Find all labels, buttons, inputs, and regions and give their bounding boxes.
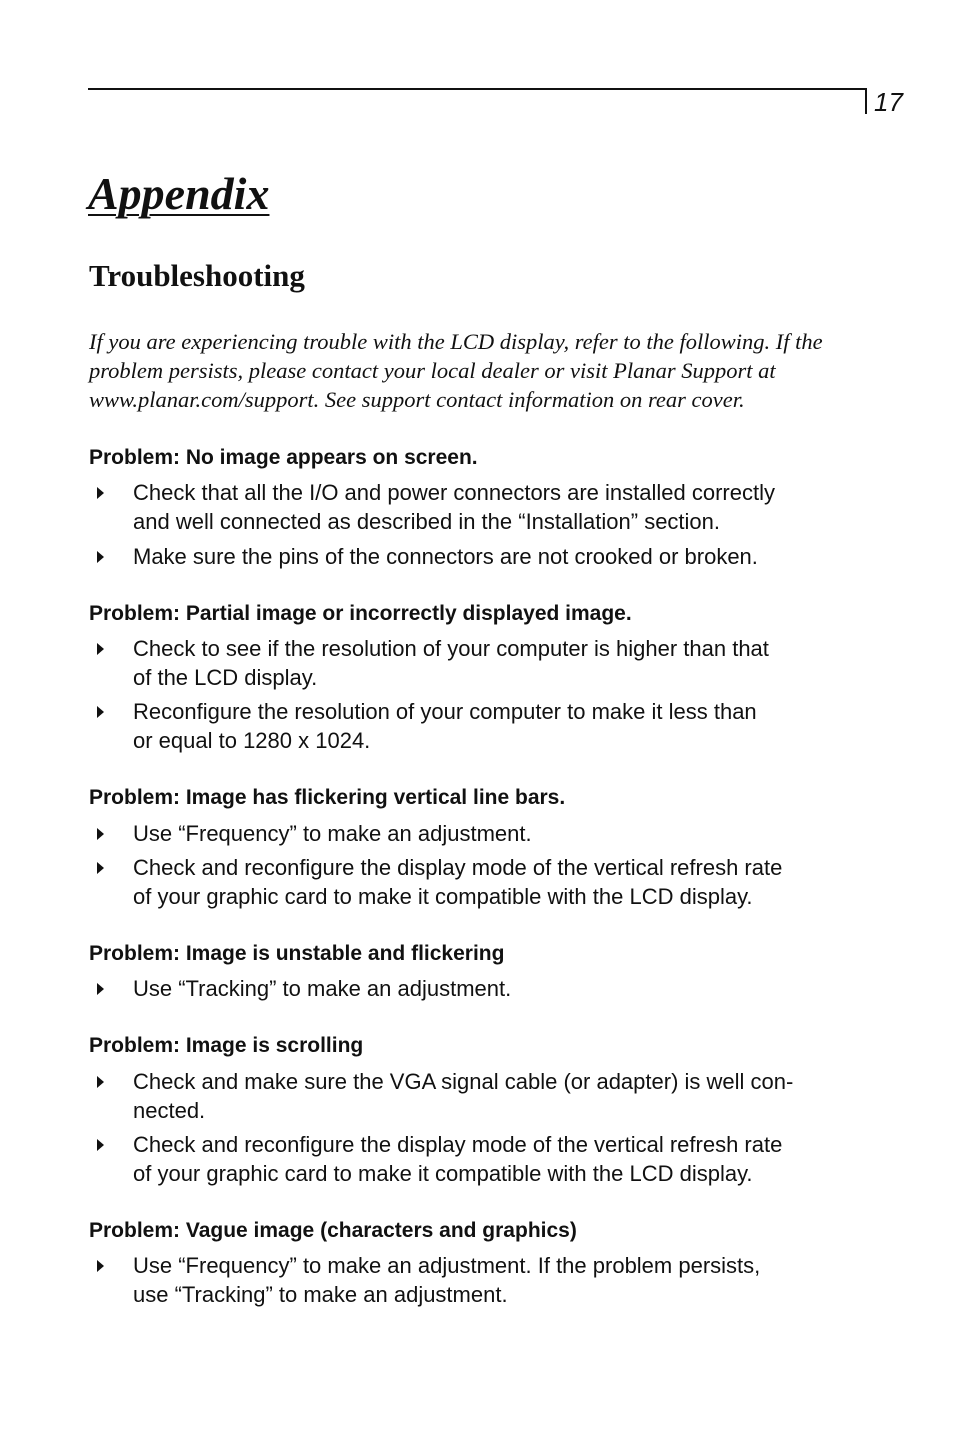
intro-paragraph: If you are experiencing trouble with the LCD display, refer to the following. If the problem persists, please contact your local dealer or visit Planar Support at www.planar.com/support. See support contact information on rear cover. bbox=[89, 329, 823, 412]
list-item-text: Check that all the I/O and power connectors are installed correctly and well connected as described in the “Installation” section. bbox=[133, 480, 775, 534]
list-item-text: Check to see if the resolution of your computer is higher than that of the LCD display. bbox=[133, 636, 769, 690]
list-item-text: Reconfigure the resolution of your computer to make it less than or equal to 1280 x 1024. bbox=[133, 699, 757, 753]
header-divider bbox=[865, 88, 867, 114]
triangle-bullet-icon bbox=[97, 983, 104, 995]
problem-heading: Problem: No image appears on screen. bbox=[89, 446, 478, 469]
list-item-text: Check and reconfigure the display mode of the vertical refresh rate of your graphic card to make it compatible with the LCD display. bbox=[133, 1132, 783, 1186]
problem-heading: Problem: Partial image or incorrectly displayed image. bbox=[89, 602, 632, 625]
triangle-bullet-icon bbox=[97, 862, 104, 874]
list-item-text: Use “Frequency” to make an adjustment. If the problem persists, use “Tracking” to make an adjustment. bbox=[133, 1253, 761, 1307]
problem-heading: Problem: Image is unstable and flickering bbox=[89, 942, 505, 965]
list-item-text: Check and reconfigure the display mode of the vertical refresh rate of your graphic card to make it compatible with the LCD display. bbox=[133, 855, 783, 909]
problem-heading: Problem: Vague image (characters and graphics) bbox=[89, 1219, 577, 1242]
list-item-text: Use “Frequency” to make an adjustment. bbox=[133, 821, 532, 846]
triangle-bullet-icon bbox=[97, 487, 104, 499]
triangle-bullet-icon bbox=[97, 551, 104, 563]
list-item-text: Check and make sure the VGA signal cable (or adapter) is well con- nected. bbox=[133, 1069, 794, 1123]
header-rule bbox=[88, 88, 866, 90]
page-title: Appendix bbox=[88, 168, 270, 219]
triangle-bullet-icon bbox=[97, 1076, 104, 1088]
triangle-bullet-icon bbox=[97, 643, 104, 655]
section-title: Troubleshooting bbox=[89, 258, 305, 293]
page-number: 17 bbox=[874, 87, 903, 117]
list-item-text: Use “Tracking” to make an adjustment. bbox=[133, 976, 512, 1001]
triangle-bullet-icon bbox=[97, 828, 104, 840]
triangle-bullet-icon bbox=[97, 1139, 104, 1151]
problem-heading: Problem: Image has flickering vertical line bars. bbox=[89, 786, 566, 809]
triangle-bullet-icon bbox=[97, 706, 104, 718]
triangle-bullet-icon bbox=[97, 1260, 104, 1272]
problem-heading: Problem: Image is scrolling bbox=[89, 1034, 364, 1057]
list-item-text: Make sure the pins of the connectors are not crooked or broken. bbox=[133, 544, 758, 569]
